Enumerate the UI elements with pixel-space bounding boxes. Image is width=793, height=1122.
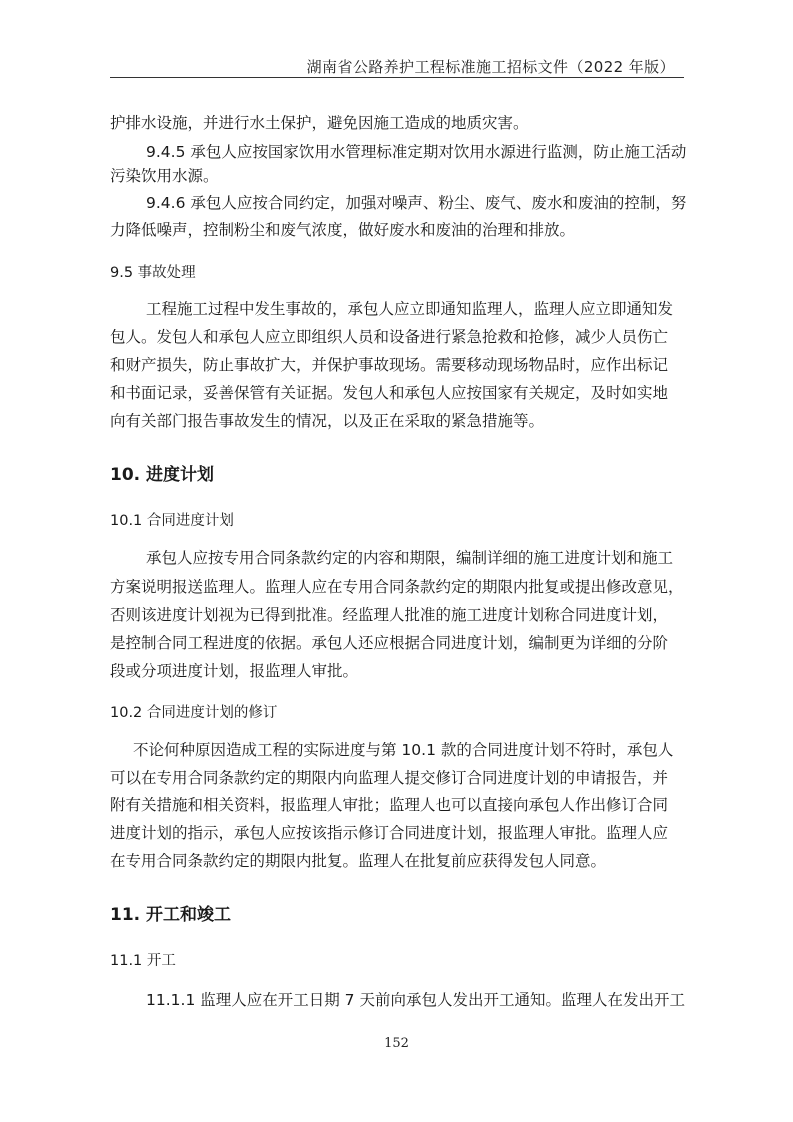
paragraph-line: 护排水设施，并进行水土保护，避免因施工造成的地质灾害。	[110, 114, 529, 132]
section-10-1-line: 否则该进度计划视为已得到批准。经监理人批准的施工进度计划称合同进度计划，	[110, 606, 669, 624]
section-10-1-line: 段或分项进度计划，报监理人审批。	[110, 662, 359, 680]
section-heading-10-2: 10.2 合同进度计划的修订	[110, 705, 278, 721]
section-10-2-line: 进度计划的指示，承包人应按该指示修订合同进度计划，报监理人审批。监理人应	[110, 824, 669, 842]
section-9-5-line: 和财产损失，防止事故扩大，并保护事故现场。需要移动现场物品时，应作出标记	[110, 356, 669, 374]
section-heading-10-1: 10.1 合同进度计划	[110, 513, 234, 529]
chapter-heading-10: 10. 进度计划	[110, 465, 215, 485]
page-number: 152	[384, 1036, 409, 1051]
clause-9-4-5-line: 9.4.5 承包人应按国家饮用水管理标准定期对饮用水源进行监测，防止施工活动	[146, 143, 687, 161]
chapter-heading-11: 11. 开工和竣工	[110, 905, 232, 925]
section-9-5-line: 向有关部门报告事故发生的情况，以及正在采取的紧急措施等。	[110, 412, 545, 430]
section-heading-11-1: 11.1 开工	[110, 953, 176, 969]
clause-11-1-1-line: 11.1.1 监理人应在开工日期 7 天前向承包人发出开工通知。监理人在发出开工	[146, 991, 685, 1009]
section-9-5-line: 包人。发包人和承包人应立即组织人员和设备进行紧急抢救和抢修，减少人员伤亡	[110, 328, 669, 346]
clause-9-4-5-line: 污染饮用水源。	[110, 167, 219, 185]
section-10-1-line: 是控制合同工程进度的依据。承包人还应根据合同进度计划，编制更为详细的分阶	[110, 634, 669, 652]
section-9-5-line: 和书面记录，妥善保管有关证据。发包人和承包人应按国家有关规定，及时如实地	[110, 384, 669, 402]
section-10-2-line: 不论何种原因造成工程的实际进度与第 10.1 款的合同进度计划不符时，承包人	[133, 741, 674, 759]
running-header-title: 湖南省公路养护工程标准施工招标文件（2022 年版）	[306, 58, 675, 76]
section-10-1-line: 承包人应按专用合同条款约定的内容和期限，编制详细的施工进度计划和施工	[146, 549, 674, 567]
section-heading-9-5: 9.5 事故处理	[110, 265, 196, 281]
section-10-1-line: 方案说明报送监理人。监理人应在专用合同条款约定的期限内批复或提出修改意见，	[110, 578, 684, 596]
section-9-5-line: 工程施工过程中发生事故的，承包人应立即通知监理人，监理人应立即通知发	[146, 300, 674, 318]
clause-9-4-6-line: 力降低噪声，控制粉尘和废气浓度，做好废水和废油的治理和排放。	[110, 221, 576, 239]
clause-9-4-6-line: 9.4.6 承包人应按合同约定，加强对噪声、粉尘、废气、废水和废油的控制，努	[146, 194, 687, 212]
section-10-2-line: 附有关措施和相关资料，报监理人审批；监理人也可以直接向承包人作出修订合同	[110, 796, 669, 814]
header-rule	[110, 77, 684, 78]
section-10-2-line: 在专用合同条款约定的期限内批复。监理人在批复前应获得发包人同意。	[110, 852, 607, 870]
section-10-2-line: 可以在专用合同条款约定的期限内向监理人提交修订合同进度计划的申请报告，并	[110, 769, 669, 787]
